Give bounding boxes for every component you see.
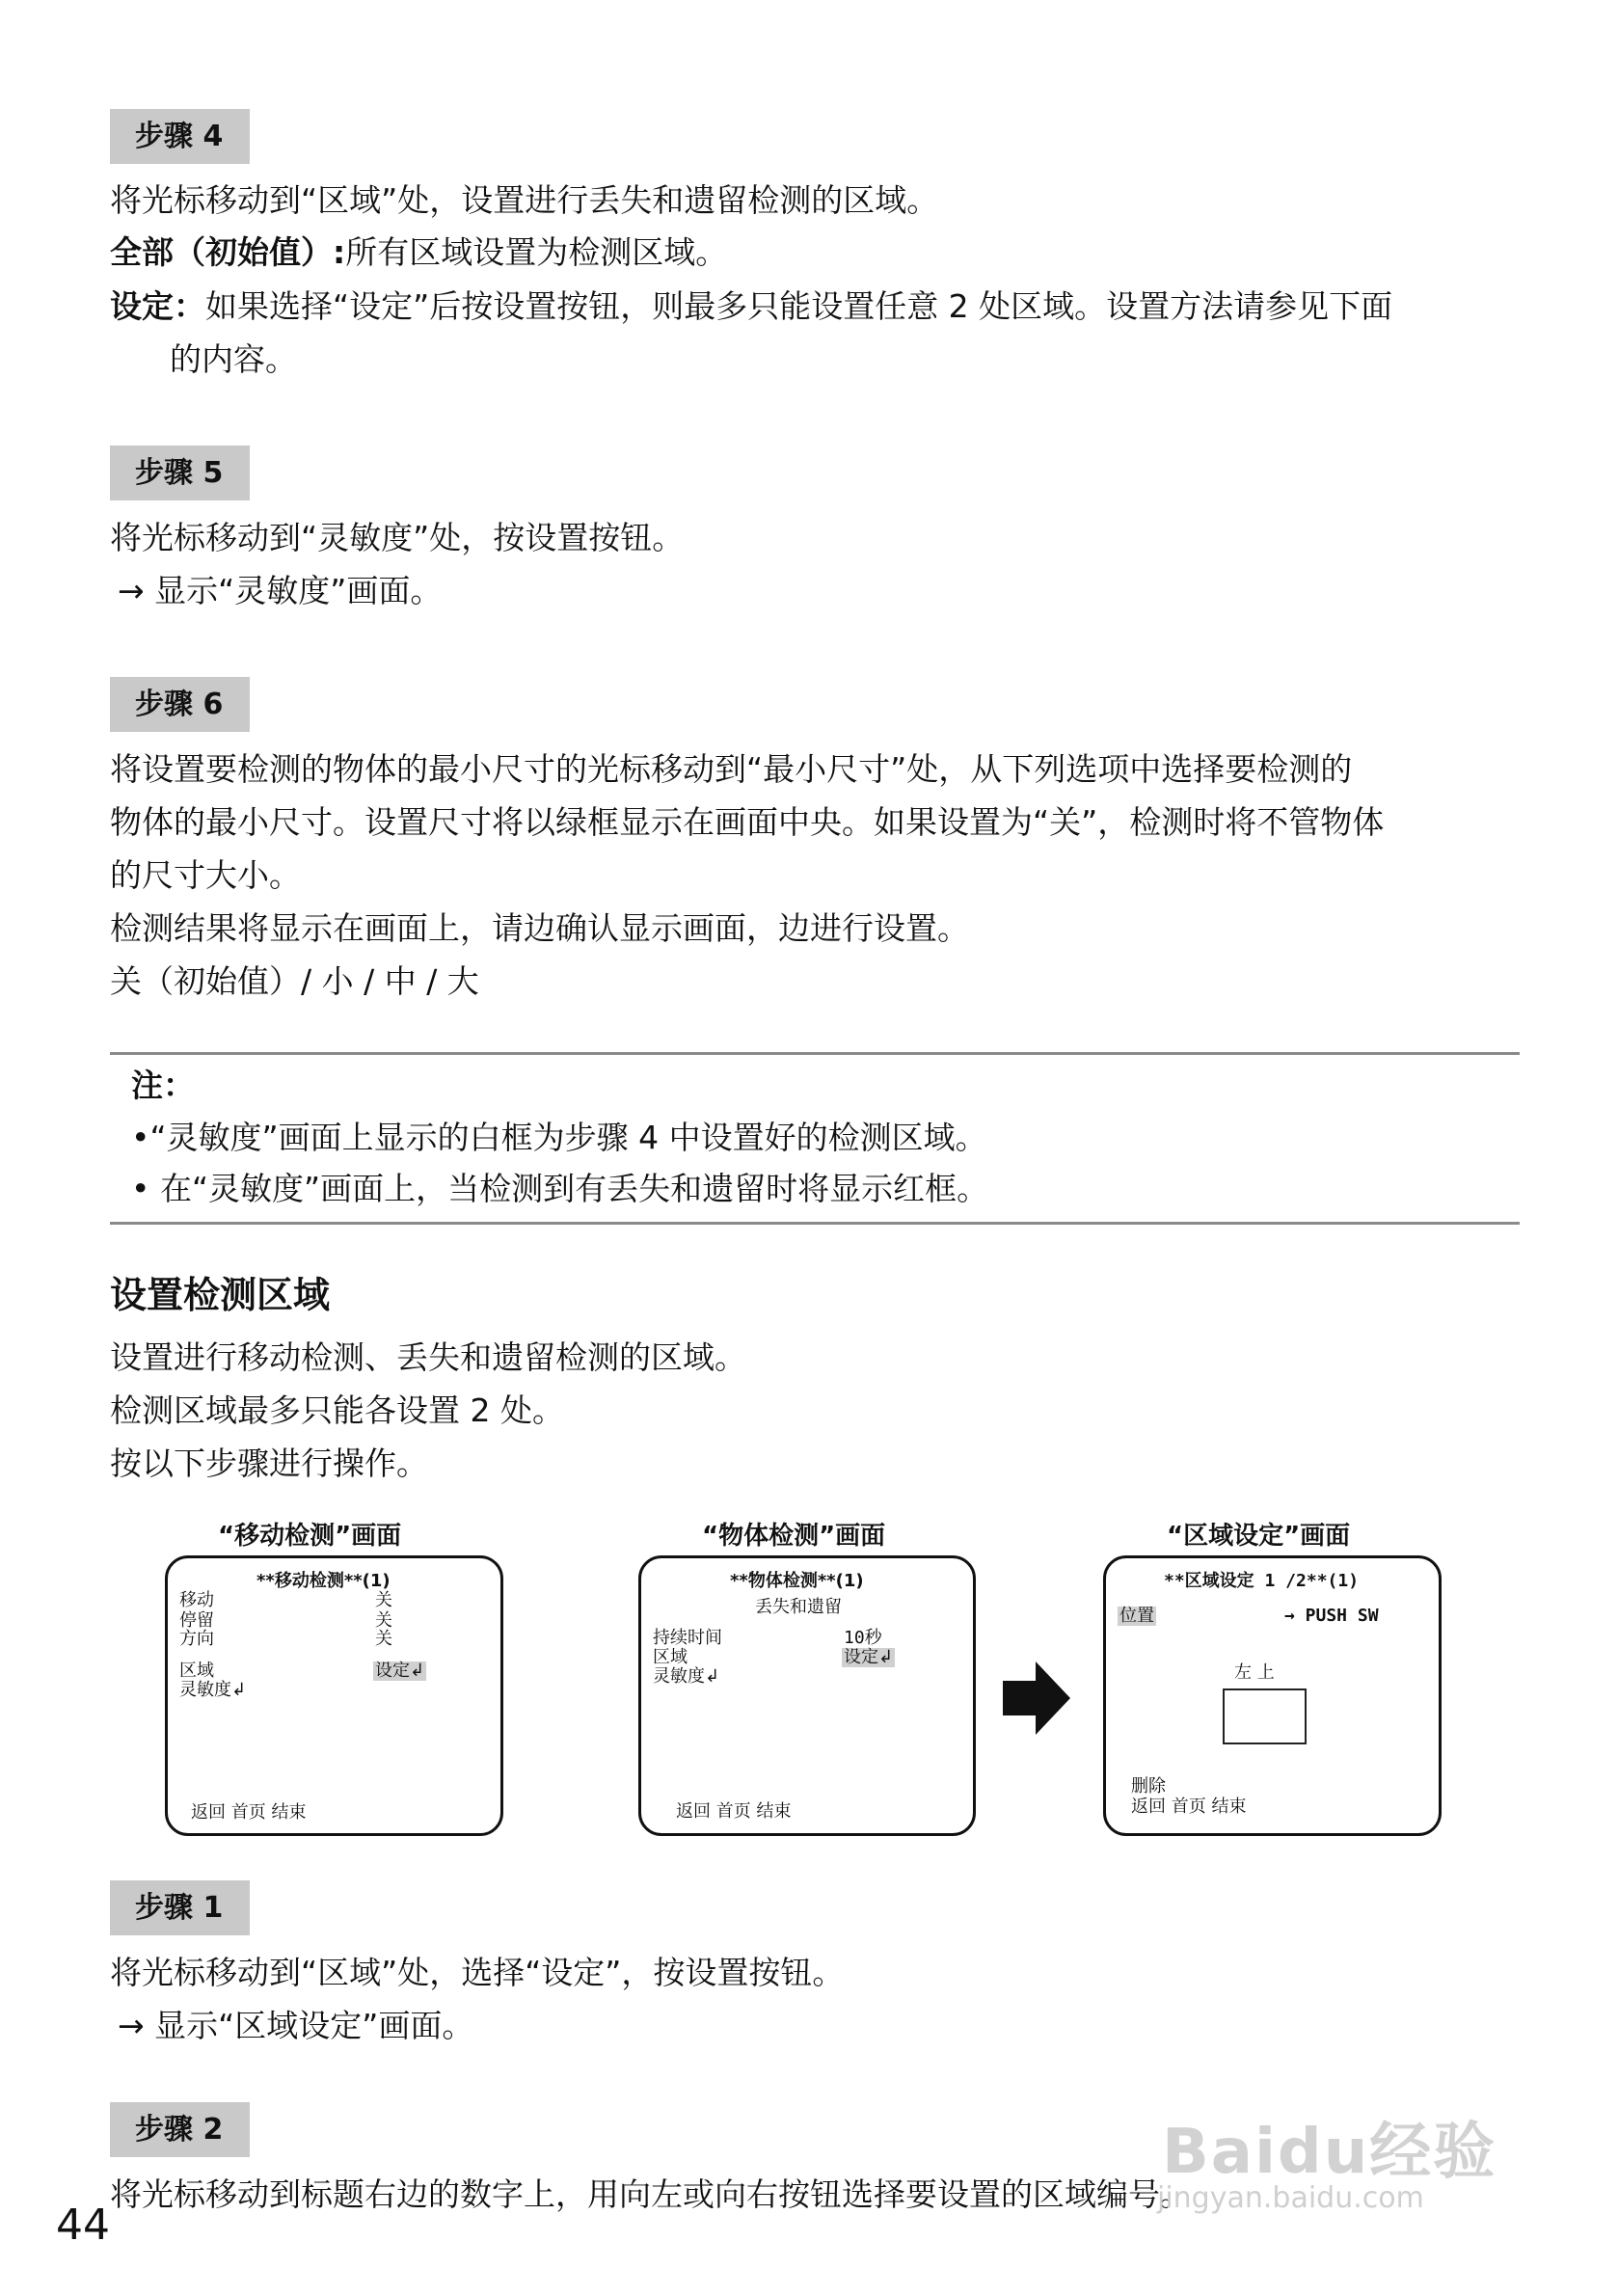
step-6-line3: 的尺寸大小。 — [110, 856, 301, 894]
direction-row-label: 方向 — [179, 1629, 214, 1649]
dwell-row-value: 关 — [375, 1610, 392, 1631]
option-set-label: 设定： — [110, 287, 205, 325]
step-1-label: 步骤 1 — [110, 1880, 250, 1935]
section-line-1: 设置进行移动检测、丢失和遗留检测的区域。 — [110, 1338, 746, 1376]
step-6-options: 关（初始值）/ 小 / 中 / 大 — [110, 962, 479, 1000]
step-1-text: 将光标移动到“区域”处，选择“设定”，按设置按钮。 — [110, 1954, 845, 1991]
area-screen-caption: “区域设定”画面 — [1167, 1522, 1351, 1551]
area-row-value[interactable]: 设定↲ — [375, 1661, 425, 1681]
step-4-text: 将光标移动到“区域”处，设置进行丢失和遗留检测的区域。 — [110, 181, 939, 219]
note-item-2: • 在“灵敏度”画面上，当检测到有丢失和遗留时将显示红框。 — [131, 1170, 989, 1207]
object-screen-caption: “物体检测”画面 — [702, 1522, 886, 1551]
object-screen-subtitle: 丢失和遗留 — [755, 1597, 842, 1617]
area-row-label: 区域 — [179, 1661, 214, 1681]
section-line-3: 按以下步骤进行操作。 — [110, 1445, 428, 1482]
option-all — [110, 226, 727, 280]
motion-screen-caption: “移动检测”画面 — [218, 1522, 402, 1551]
area-screen — [1103, 1555, 1442, 1836]
area-screen-title[interactable]: **区域设定 1 /2**(1) — [1164, 1571, 1360, 1591]
detection-area-box[interactable] — [1223, 1688, 1307, 1744]
position-row-label[interactable]: 位置 — [1119, 1606, 1154, 1626]
area-footer[interactable]: 返回 首页 结束 — [1131, 1796, 1247, 1817]
step-6-line1: 将设置要检测的物体的最小尺寸的光标移动到“最小尺寸”处，从下列选项中选择要检测的 — [110, 750, 1353, 788]
motion-screen-title: **移动检测**(1) — [256, 1571, 391, 1591]
watermark-logo: Baidu经验 — [1162, 2117, 1497, 2188]
option-set-text: 如果选择“设定”后按设置按钮，则最多只能设置任意 2 处区域。设置方法请参见下面 — [205, 287, 1393, 325]
note-top-rule — [110, 1052, 1520, 1055]
note-bottom-rule — [110, 1222, 1520, 1225]
step-6-label: 步骤 6 — [110, 677, 250, 732]
step-6-line4: 检测结果将显示在画面上，请边确认显示画面，边进行设置。 — [110, 909, 969, 947]
dwell-row-label: 停留 — [179, 1610, 214, 1631]
motion-footer[interactable]: 返回 首页 结束 — [191, 1802, 307, 1823]
option-set — [110, 280, 1392, 334]
motion-row-value: 关 — [375, 1590, 392, 1610]
step-5-result: → 显示“灵敏度”画面。 — [118, 572, 443, 609]
step-4-label: 步骤 4 — [110, 109, 250, 164]
watermark-url: jingyan.baidu.com — [1157, 2181, 1424, 2215]
duration-row-label: 持续时间 — [653, 1628, 722, 1648]
motion-row-label: 移动 — [179, 1590, 214, 1610]
motion-screen — [165, 1555, 503, 1836]
step-1-result: → 显示“区域设定”画面。 — [118, 2007, 474, 2044]
position-row-value: → PUSH SW — [1284, 1606, 1379, 1626]
corner-label: 左 上 — [1234, 1662, 1275, 1683]
step-2-label: 步骤 2 — [110, 2102, 250, 2157]
area-row-value[interactable]: 设定↲ — [844, 1647, 894, 1667]
delete-label[interactable]: 删除 — [1131, 1776, 1166, 1796]
sensitivity-row-label[interactable]: 灵敏度↲ — [179, 1680, 247, 1700]
sensitivity-row-label[interactable]: 灵敏度↲ — [653, 1666, 720, 1687]
direction-row-value: 关 — [375, 1629, 392, 1649]
right-arrow-icon — [1003, 1661, 1070, 1735]
step-5-label: 步骤 5 — [110, 446, 250, 500]
option-set-cont: 的内容。 — [170, 340, 297, 378]
note-item-1: •“灵敏度”画面上显示的白框为步骤 4 中设置好的检测区域。 — [131, 1119, 987, 1156]
section-line-2: 检测区域最多只能各设置 2 处。 — [110, 1391, 564, 1429]
object-screen-title: **物体检测**(1) — [730, 1571, 864, 1591]
page-number: 44 — [56, 2201, 110, 2250]
step-2-text: 将光标移动到标题右边的数字上，用向左或向右按钮选择要设置的区域编号。 — [110, 2175, 1192, 2213]
object-footer[interactable]: 返回 首页 结束 — [676, 1801, 792, 1822]
option-all-label: 全部（初始值）: — [110, 233, 346, 271]
section-heading: 设置检测区域 — [110, 1274, 331, 1316]
option-all-text: 所有区域设置为检测区域。 — [345, 233, 728, 271]
step-5-text: 将光标移动到“灵敏度”处，按设置按钮。 — [110, 519, 685, 556]
object-screen — [638, 1555, 976, 1836]
step-6-line2: 物体的最小尺寸。设置尺寸将以绿框显示在画面中央。如果设置为“关”，检测时将不管物体 — [110, 803, 1385, 841]
area-row-label: 区域 — [653, 1647, 688, 1667]
note-title: 注： — [131, 1067, 195, 1104]
duration-row-value[interactable]: 10秒 — [844, 1628, 882, 1648]
